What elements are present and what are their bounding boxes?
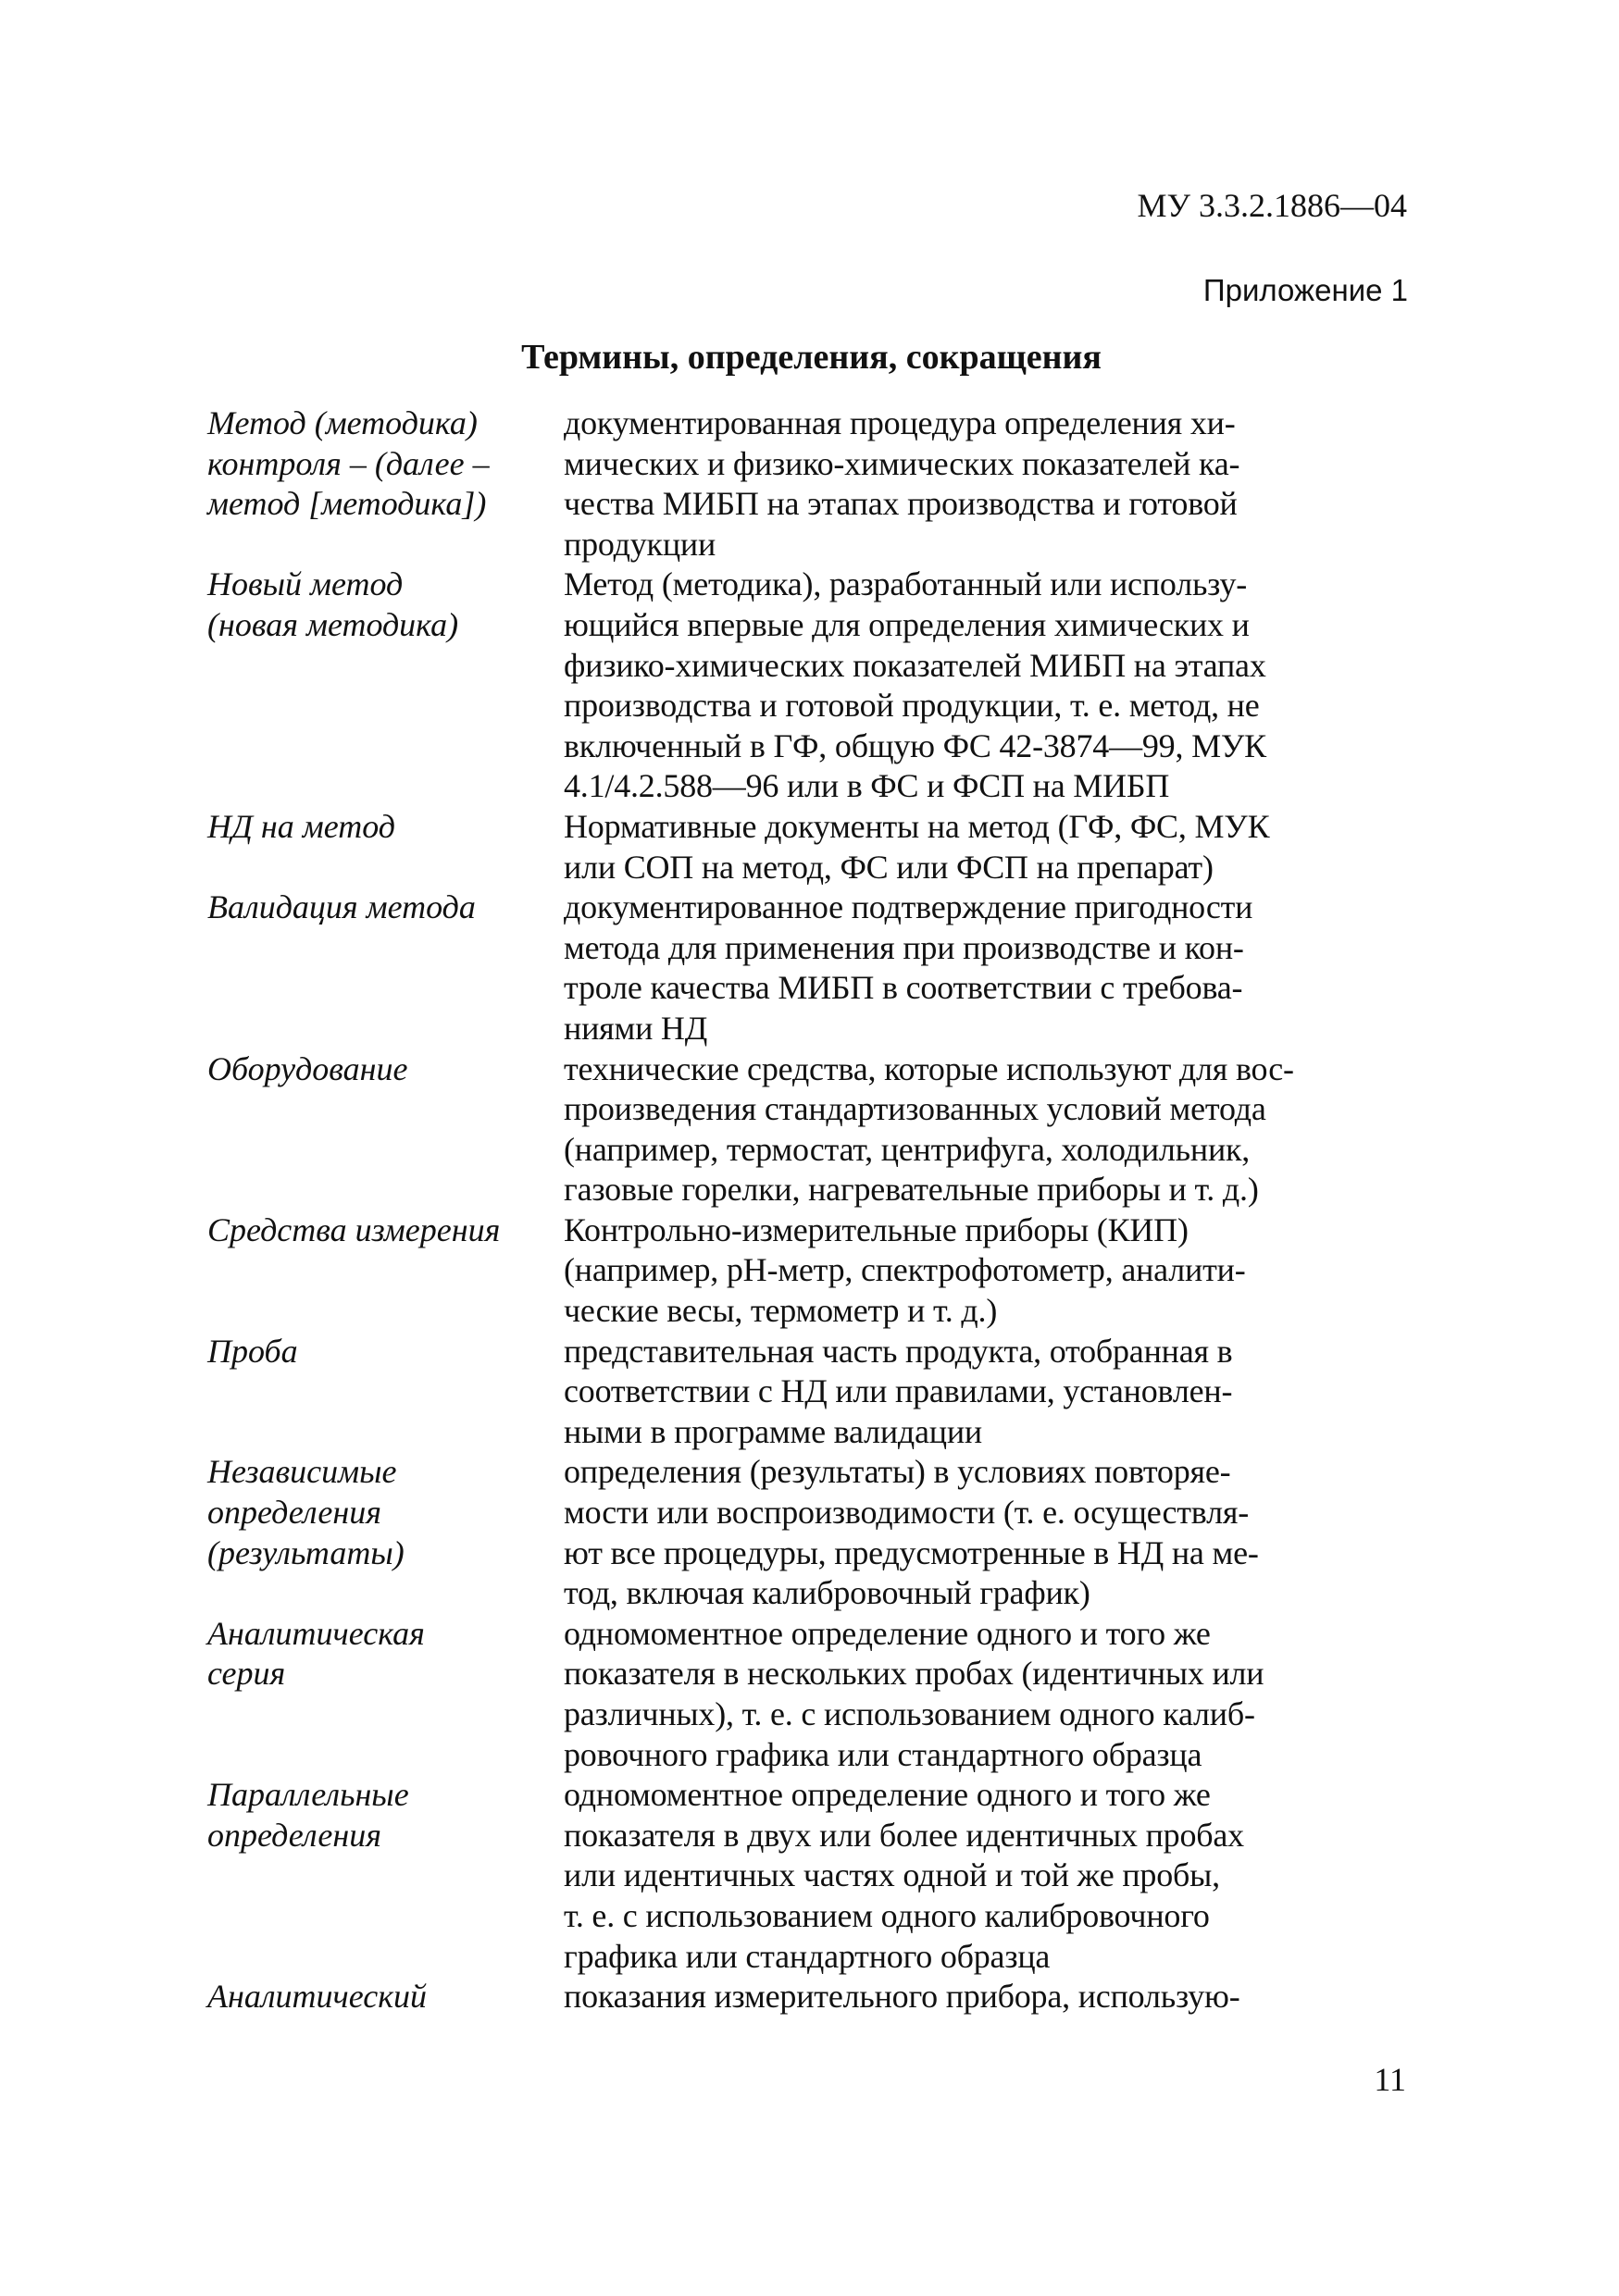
term-definition: представительная часть продукта, отобранная в соответствии с НД или правилами, установлен- ными в программе валидации <box>564 1332 1233 1450</box>
term-name: Метод (методика) контроля – (далее – метод [методика]) <box>207 404 490 523</box>
term-row <box>207 403 1420 565</box>
term-row <box>207 1452 1420 1613</box>
term-name: Аналитический <box>207 1978 428 2016</box>
term-name: Аналитическая серия <box>207 1614 425 1693</box>
term-row <box>207 1775 1420 1977</box>
term-definition: Контрольно-измерительные приборы (КИП) (например, рН-метр, спектрофотометр, аналити- ческие весы, термометр и т. д.) <box>564 1210 1246 1330</box>
section-title: Термины, определения, сокращения <box>521 338 1102 377</box>
term-name: Независимые определения (результаты) <box>207 1453 405 1571</box>
term-row <box>207 1614 1420 1775</box>
terms-list <box>207 403 1420 2017</box>
term-row <box>207 807 1420 887</box>
term-definition: документированная процедура определения хи- мических и физико-химических показателей ка- чества МИБП на этапах производства и готовой продукции <box>564 404 1240 563</box>
term-definition: определения (результаты) в условиях повторяе- мости или воспроизводимости (т. е. осуществля- ют все процедуры, предусмотренные в НД на ме- тод, включая калибровочный график) <box>564 1453 1259 1612</box>
page-number: 11 <box>1374 2061 1406 2098</box>
document-code: МУ 3.3.2.1886—04 <box>1137 187 1407 224</box>
term-definition: показания измерительного прибора, использую- <box>564 1978 1240 2016</box>
term-definition: технические средства, которые используют для вос- произведения стандартизованных условий метода (например, термостат, центрифуга, холодильник, газовые горелки, нагревательные приборы и т. д.) <box>564 1049 1294 1209</box>
term-row <box>207 887 1420 1049</box>
term-name: Новый метод (новая методика) <box>207 565 459 643</box>
term-definition: одномоментное определение одного и того же показателя в двух или более идентичных пробах или идентичных частях одной и той же пробы, т. е. с использованием одного калибровочного графика или стандартного образца <box>564 1776 1244 1975</box>
term-row <box>207 1210 1420 1332</box>
term-name: Оборудование <box>207 1049 408 1087</box>
term-row <box>207 1332 1420 1453</box>
term-row <box>207 1977 1420 2017</box>
term-row <box>207 1049 1420 1210</box>
term-definition: Нормативные документы на метод (ГФ, ФС, МУК или СОП на метод, ФС или ФСП на препарат) <box>564 807 1270 886</box>
term-definition: одномоментное определение одного и того же показателя в нескольких пробах (идентичных или различных), т. е. с использованием одного калиб- ровочного графика или стандартного образца <box>564 1614 1264 1773</box>
term-name: НД на метод <box>207 807 395 845</box>
term-definition: Метод (методика), разработанный или использу- ющийся впервые для определения химических и физико-химических показателей МИБП на этапах производства и готовой продукции, т. е. метод, не включенный в ГФ, общую ФС 42-3874—99, МУК 4.1/4.2.588—96 или в ФС и ФСП на МИБП <box>564 565 1266 805</box>
term-name: Средства измерения <box>207 1210 501 1248</box>
term-name: Валидация метода <box>207 888 476 926</box>
term-row <box>207 565 1420 807</box>
term-name: Параллельные определения <box>207 1776 409 1854</box>
appendix-label: Приложение 1 <box>1202 273 1408 307</box>
term-name: Проба <box>207 1332 298 1370</box>
term-definition: документированное подтверждение пригодности метода для применения при производстве и кон- троле качества МИБП в соответствии с требова- ниями НД <box>564 888 1253 1047</box>
